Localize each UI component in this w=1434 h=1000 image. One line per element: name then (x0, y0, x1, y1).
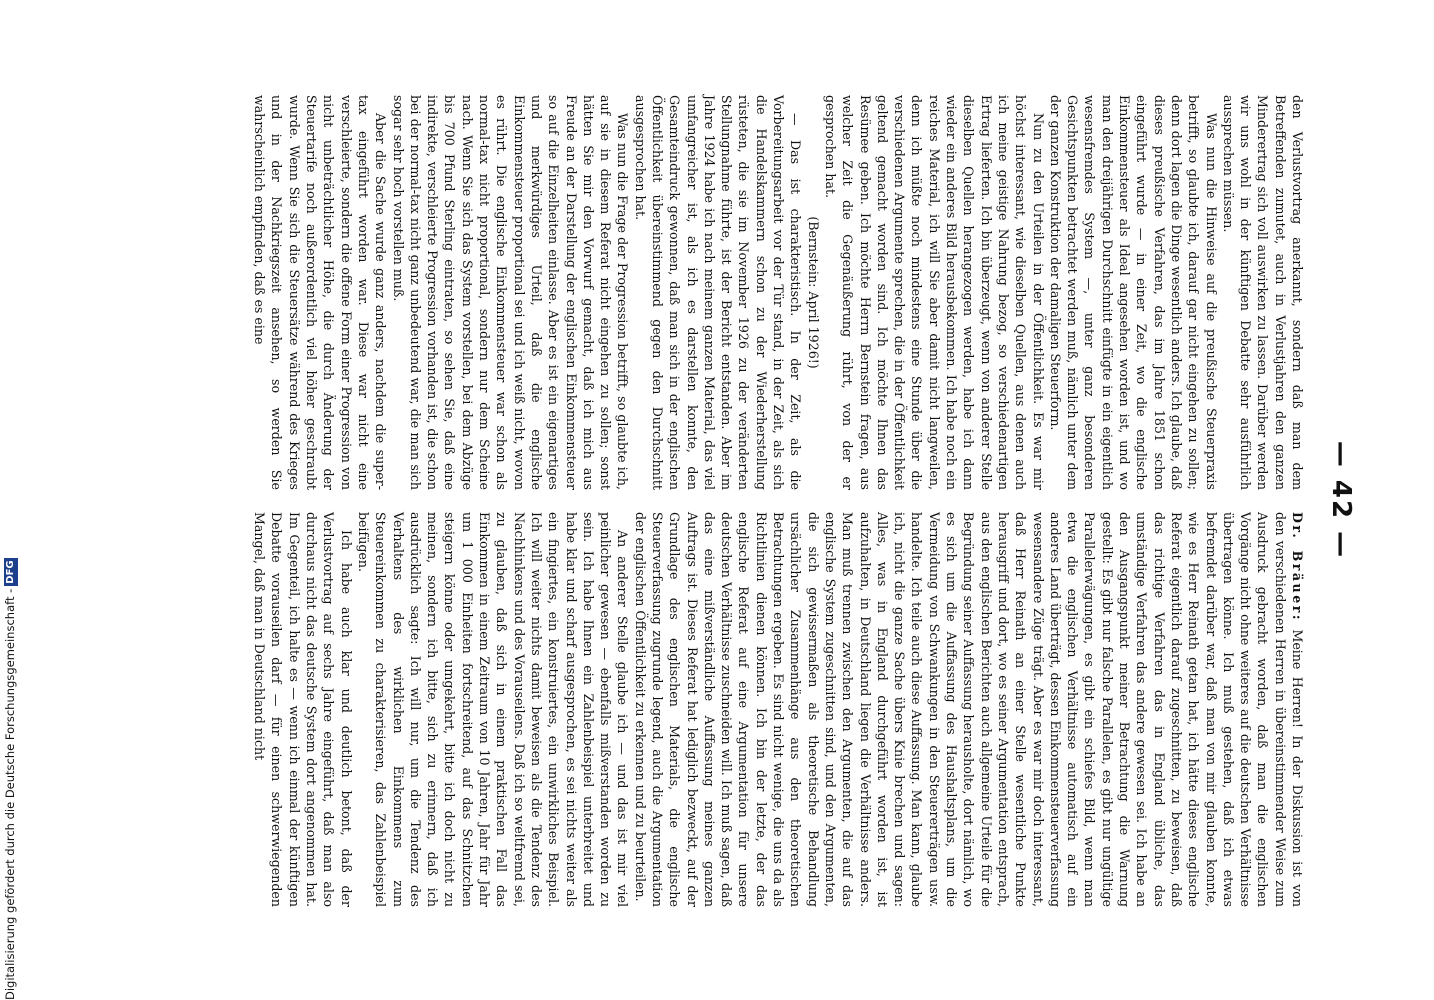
paragraph: den Verlustvortrag anerkannt, sondern daß man dem Betreffenden zumutet, auch in Verlustjahren den ganzen Minderertrag sich voll auswirken zu lassen. Darüber werden wir uns wohl in der künftigen Debatte sehr ausführlich aussprechen müssen. (1220, 95, 1305, 490)
paragraph: Was nun die Hinweise auf die preußische Steuerpraxis betrifft, so glaubte ich, darauf gar nicht eingehen zu sollen; denn dort lagen die Dinge wesentlich anders. Ich glaube, daß dieses preußische Verfahren, das im Jahre 1851 schon eingeführt wurde — in einer Zeit, wo die englische Einkommensteuer als Ideal angesehen worden ist, und wo man den dreijährigen Durchschnitt einfügte in ein eigentlich wesensfremdes System —, unter ganz besonderen Gesichtspunkten betrachtet werden muß, nämlich unter dem der ganzen Konstruktion der damaligen Steuerform. (1047, 95, 1219, 490)
credit-text: Digitalisierung gefördert durch die Deutsche Forschungsgemeinschaft - (3, 588, 17, 1000)
digitization-credit (0, 0, 20, 1000)
dfg-logo: DFG (4, 560, 16, 584)
paragraph: Nun zu den Urteilen in der Öffentlichkeit. Es war mir höchst interessant, wie dieselben Quellen, aus denen auch ich meine geistige Nahrung bezog, so verschiedenartigen Ertrag lieferten. Ich bin überzeugt, wenn von anderer Stelle dieselben Quellen herangezogen werden, habe ich dann wieder ein anderes Bild herausbekommen. Ich habe noch ein reiches Material, ich will Sie aber damit nicht langweilen, denn ich müßte noch mindestens eine Stunde über die verschiedenen Argumente sprechen, die in der Öffentlichkeit geltend gemacht worden sind. Ich möchte Ihnen das Resümee geben. Ich möchte Herrn Bernstein fragen, aus welcher Zeit die Gegenäußerung rührt, von der er gesprochen hat. (822, 95, 1046, 490)
left-column (251, 512, 1306, 907)
paragraph: Aber die Sache wurde ganz anders, nachdem die super-tax eingeführt worden war. Diese war nicht eine verschleierte, sondern die offene Form einer Progression von nicht unbeträchtlicher Höhe, die durch Änderung der Steuertarife noch außerordentlich viel höher geschraubt wurde. Wenn Sie sich die Steuersätze während des Krieges und in der Nachkriegszeit ansehen, so werden Sie wahrscheinlich empfinden, daß es eine (252, 95, 389, 490)
interjection: (Bernstein: April 1926!) (805, 216, 821, 369)
paragraph: Ich habe auch klar und deutlich betont, daß der Verlustvortrag auf sechs Jahre eingeführt, daß man also durchaus nicht das deutsche System dort angenommen hat. Im Gegenteil, ich halte es — wenn ich einmal der künftigen Debatte vorauseilen darf — für einen schwerwiegenden Mangel, daß man in Deutschland nicht (252, 512, 354, 907)
paragraph: An anderer Stelle glaube ich — und das ist mir viel peinlicher gewesen — ebenfalls mißverstanden worden zu sein. Ich habe Ihnen ein Zahlenbeispiel unterbreitet und habe klar und scharf ausgesprochen, es sei nichts weiter als ein fingiertes, ein konstruiertes, ein unwirkliches Beispiel. Ich will weiter nichts damit beweisen als die Tendenz des Nachhinkens und des Vorauseilens. Daß ich so weltfremd sei, zu glauben, daß sich in einem praktischen Fall das Einkommen in einem Zeitraum von 10 Jahren, Jahr für Jahr um 1 000 Einheiten fortschreitend, auf das Schnitzchen steigern könne oder umgekehrt, bitte ich doch nicht zu meinen, sondern ich bitte, sich zu erinnern, daß ich ausdrücklich sagte: Ich will nur, um die Tendenz des Verhaltens des wirklichen Einkommens zum Steuereinkommen zu charakterisieren, das Zahlenbeispiel beifügen. (355, 512, 631, 907)
right-column (251, 95, 1306, 490)
paragraph-text: Meine Herren! In der Diskussion ist von den verschiedenen Herren in übereinstimmender Weise zum Ausdruck gebracht worden, daß man die englischen Vorgänge nicht ohne weiteres auf die deutschen Verhältnisse übertragen könne. Ich muß gestehen, daß ich etwas befremdet darüber war, daß man von mir glauben konnte, wie es Herr Reinath getan hat, ich hätte dieses englische Referat eigentlich darauf zugeschnitten, zu beweisen, daß das richtige Verfahren das in England übliche, das umständige Verfahren das andere gewesen sei. Ich habe an den Ausgangspunkt meiner Betrachtung die Warnung gestellt: Es gibt nur falsche Parallelen, es gibt nur ungültige Parallelerwägungen, es gibt ein schiefes Bild, wenn man etwa die englischen Verhältnisse automatisch auf ein anderes Land überträgt, dessen Einkommensteuerverfassung wesensandere Züge trägt. Aber es war mir doch interessant, daß Herr Reinath an einer Stelle wesentliche Punkte herausgriff und dort, wo es seiner Argumentation entsprach, aus den englischen Berichten auch allgemeine Urteile für die Begründung seiner Auffassung herausholte, dort nämlich, wo es sich um die Auffassung des Haushaltsplans, um die Vermeidung von Schwankungen in den Steuererträgen usw. handelte. Ich teile auch diese Auffassung. Man kann, glaube ich, nicht die ganze Sache übers Knie brechen und sagen: Alles, was in England durchgeführt worden ist, ist aufzuhalten, in Deutschland liegen die Verhältnisse anders. Man muß trennen zwischen den Argumenten, die auf das englische System zugeschnitten sind, und den Argumenten, die sich gewissermaßen als theoretische Behandlung ursächlicher Zusammenhänge aus den theoretischen Betrachtungen ergeben. Es sind nicht wenige, die uns da als Richtlinien dienen können. Ich bin der letzte, der das englische Referat auf eine Argumentation für unsere deutschen Verhältnisse zuschneiden will. Ich muß sagen, daß das eine mißverständliche Auffassung meines ganzen Auftrags ist. Dieses Referat hat lediglich bezweckt, auf der Grundlage des englischen Materials, die englische Steuerverfassung zugrunde legend, auch die Argumentation der englischen Öffentlichkeit zu erkennen und zu beurteilen. (632, 512, 1305, 908)
page-number: — 42 — (1326, 440, 1356, 560)
speaker-name: Dr. Bräuer: (1290, 512, 1305, 622)
paragraph: — Das ist charakteristisch. In der Zeit, als die Vorbereitungsarbeit vor der Tür stand, in der Zeit, als sich die Handelskammern schon zu der Wiederherstellung rüsteten, die sie im November 1926 zu der veränderten Stellungnahme führte, ist der Bericht entstanden. Aber im Jahre 1924 habe ich nach meinem ganzen Material, das viel umfangreicher ist, als ich es darstellen konnte, den Gesamteindruck gewonnen, daß man sich in der englischen Öffentlichkeit übereinstimmend gegen den Durchschnitt ausgesprochen hat. (632, 95, 804, 490)
paragraph (631, 512, 1306, 907)
paragraph: Was nun die Frage der Progression betrifft, so glaubte ich, auf sie in diesem Referat nicht eingehen zu sollen; sonst hätten Sie mir den Vorwurf gemacht, daß ich mich aus Freude an der Darstellung der englischen Einkommensteuer so auf die Einzelheiten einlasse. Aber es ist ein eigenartiges und merkwürdiges Urteil, daß die englische Einkommensteuer proportional sei und ich weiß nicht, wovon es rührt. Die englische Einkommensteuer war schon als normal-tax nicht proportional, sondern nur dem Scheine nach. Wenn Sie sich das System vorstellen, bei dem Abzüge bis 700 Pfund Sterling eintraten, so sehen Sie, daß eine indirekte, verschleierte Progression vorhanden ist, die schon bei der normal-tax nicht ganz unbedeutend war, die man sich sogar sehr hoch vorstellen muß. (390, 95, 631, 490)
